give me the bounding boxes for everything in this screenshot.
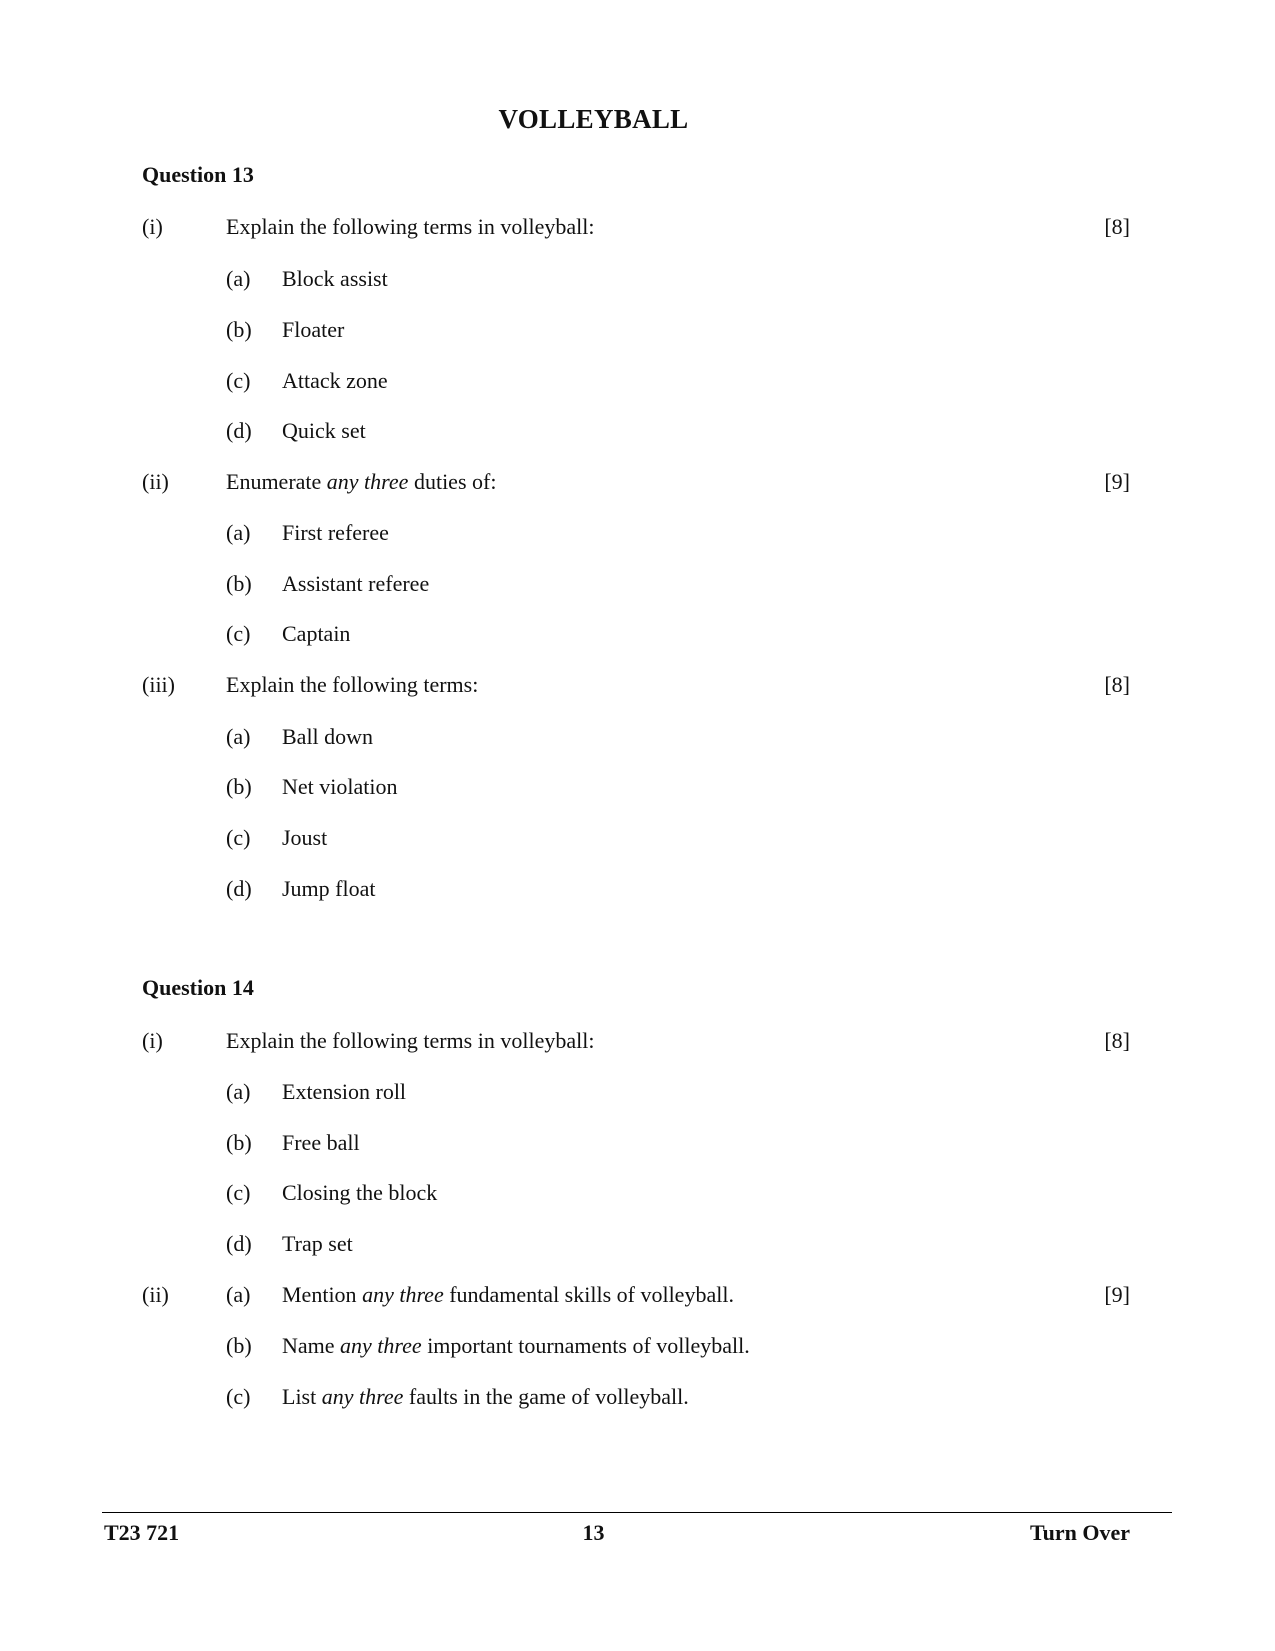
item-label: (c): [226, 825, 251, 850]
item-label: (d): [226, 418, 252, 443]
list-item: [0, 772, 1275, 802]
marks: [9]: [1104, 1282, 1130, 1307]
item-emphasis: any three: [340, 1333, 422, 1358]
item-label: (a): [226, 266, 251, 291]
item-text: Net violation: [282, 774, 398, 799]
list-item: [0, 823, 1275, 853]
item-text-part: Mention: [282, 1282, 363, 1307]
marks: [8]: [1104, 214, 1130, 239]
item-text: Attack zone: [282, 368, 388, 393]
item-text: Extension roll: [282, 1079, 407, 1104]
list-item: [0, 315, 1275, 345]
list-item: [0, 874, 1275, 904]
item-text-part: important tournaments of volleyball.: [421, 1333, 750, 1358]
list-item: [0, 722, 1275, 752]
list-item: [0, 416, 1275, 446]
item-text: Trap set: [282, 1231, 353, 1256]
part-stem: Explain the following terms in volleyball:: [226, 214, 595, 239]
item-text: Closing the block: [282, 1180, 438, 1205]
q14-part-i: [0, 1026, 1275, 1056]
item-text: Quick set: [282, 418, 366, 443]
item-emphasis: any three: [362, 1282, 444, 1307]
item-label: (b): [226, 571, 252, 596]
item-label: (b): [226, 317, 252, 342]
list-item: [0, 366, 1275, 396]
q13-part-iii: [0, 670, 1275, 700]
item-text: First referee: [282, 520, 389, 545]
part-stem: [226, 467, 496, 497]
footer-divider: [102, 1512, 1172, 1513]
item-label: (d): [226, 876, 252, 901]
list-item: [0, 1178, 1275, 1208]
question-13-heading: Question 13: [142, 162, 254, 187]
item-text: Assistant referee: [282, 571, 430, 596]
paper-code: T23 721: [104, 1520, 180, 1545]
item-text-part: fundamental skills of volleyball.: [443, 1282, 734, 1307]
item-text: [282, 1331, 750, 1361]
marks: [8]: [1104, 1028, 1130, 1053]
item-text: Free ball: [282, 1130, 360, 1155]
list-item: [0, 1382, 1275, 1412]
marks: [9]: [1104, 469, 1130, 494]
list-item: [0, 264, 1275, 294]
turn-over-label: Turn Over: [1029, 1520, 1130, 1545]
item-text: Ball down: [282, 724, 374, 749]
part-stem: Explain the following terms:: [226, 672, 479, 697]
item-text: Jump float: [282, 876, 376, 901]
q14-part-ii: [0, 1280, 1275, 1310]
item-text: [282, 1280, 734, 1310]
item-label: (b): [226, 774, 252, 799]
list-item: [0, 1331, 1275, 1361]
item-label: (c): [226, 1180, 251, 1205]
page-number: 13: [582, 1520, 605, 1545]
item-label: (a): [226, 724, 251, 749]
part-number: (iii): [142, 672, 175, 697]
list-item: [0, 1128, 1275, 1158]
stem-emphasis: any three: [326, 469, 409, 494]
item-label: (c): [226, 1384, 251, 1409]
page-title: VOLLEYBALL: [498, 104, 689, 134]
item-label: (c): [226, 368, 251, 393]
item-text: Block assist: [282, 266, 388, 291]
stem-text: Enumerate: [226, 469, 327, 494]
item-text: Captain: [282, 621, 351, 646]
list-item: [0, 518, 1275, 548]
item-label: (a): [226, 1079, 251, 1104]
part-number: (ii): [142, 1282, 169, 1307]
item-text: [282, 1382, 689, 1412]
q13-part-ii: [0, 467, 1275, 497]
item-label: (a): [226, 520, 251, 545]
item-label: (b): [226, 1333, 252, 1358]
item-text: Joust: [282, 825, 328, 850]
marks: [8]: [1104, 672, 1130, 697]
q13-part-i: [0, 212, 1275, 242]
part-number: (ii): [142, 469, 169, 494]
item-emphasis: any three: [321, 1384, 404, 1409]
question-14-heading: Question 14: [142, 975, 254, 1000]
item-text-part: faults in the game of volleyball.: [403, 1384, 689, 1409]
list-item: [0, 1077, 1275, 1107]
item-label: (a): [226, 1282, 251, 1307]
item-text-part: List: [282, 1384, 322, 1409]
item-label: (c): [226, 621, 251, 646]
item-label: (b): [226, 1130, 252, 1155]
part-number: (i): [142, 1028, 163, 1053]
item-text: Floater: [282, 317, 345, 342]
item-text-part: Name: [282, 1333, 341, 1358]
stem-text: duties of:: [408, 469, 497, 494]
list-item: [0, 1229, 1275, 1259]
list-item: [0, 619, 1275, 649]
item-label: (d): [226, 1231, 252, 1256]
part-number: (i): [142, 214, 163, 239]
list-item: [0, 569, 1275, 599]
part-stem: Explain the following terms in volleyball:: [226, 1028, 595, 1053]
